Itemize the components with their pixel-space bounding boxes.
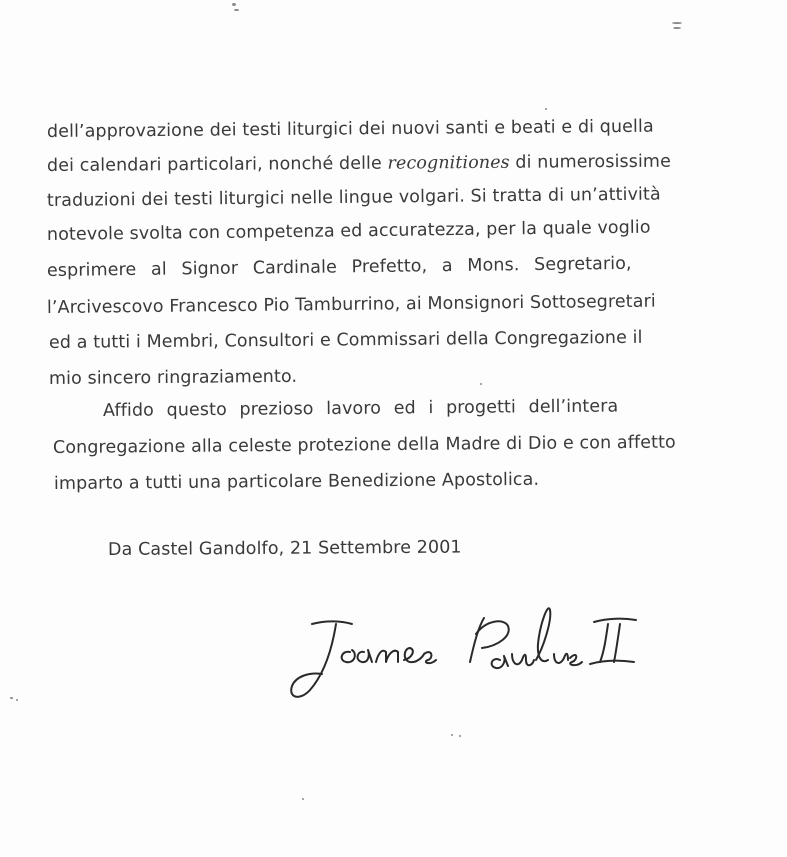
italic-latin-term: recognitiones [387, 152, 510, 174]
body-text-line: traduzioni dei testi liturgici nelle lingue volgari. Si tratta di un’attività [46, 184, 661, 211]
body-text-line: mio sincero ringraziamento. [48, 366, 298, 389]
body-text-line: Congregazione alla celeste protezione della Madre di Dio e con affetto [52, 432, 676, 458]
scan-speck [16, 699, 18, 701]
body-text-line: l’Arcivescovo Francesco Pio Tamburrino, ai Monsignori Sottosegretari [46, 291, 656, 318]
scan-speck [672, 22, 682, 24]
dateline: Da Castel Gandolfo, 21 Settembre 2001 [107, 537, 462, 560]
scan-speck [480, 383, 482, 385]
body-text-segment: dei calendari particolari, nonché delle [46, 153, 388, 176]
body-text-line [46, 151, 671, 176]
scan-speck [459, 735, 461, 737]
body-text-segment: di numerosissime [509, 151, 671, 173]
body-text-line: esprimere al Signor Cardinale Prefetto, a Mons. Segretario, [46, 253, 632, 281]
body-text-line: imparto a tutti una particolare Benedizione Apostolica. [53, 469, 540, 494]
scan-speck [302, 798, 304, 800]
scan-speck [545, 108, 547, 110]
body-text-line: ed a tutti i Membri, Consultori e Commissari della Congregazione il [48, 327, 643, 353]
body-text-line: Affido questo prezioso lavoro ed i progetti dell’intera [102, 396, 619, 421]
body-text-line: notevole svolta con competenza ed accuratezza, per la quale voglio [46, 217, 651, 245]
scan-speck [232, 3, 236, 6]
scan-speck [234, 9, 239, 11]
scan-speck [673, 27, 681, 29]
body-text-line: dell’approvazione dei testi liturgici dei nuovi santi e beati e di quella [46, 116, 654, 142]
scan-speck [451, 734, 453, 736]
handwritten-signature [272, 594, 672, 712]
scan-speck [10, 697, 13, 699]
